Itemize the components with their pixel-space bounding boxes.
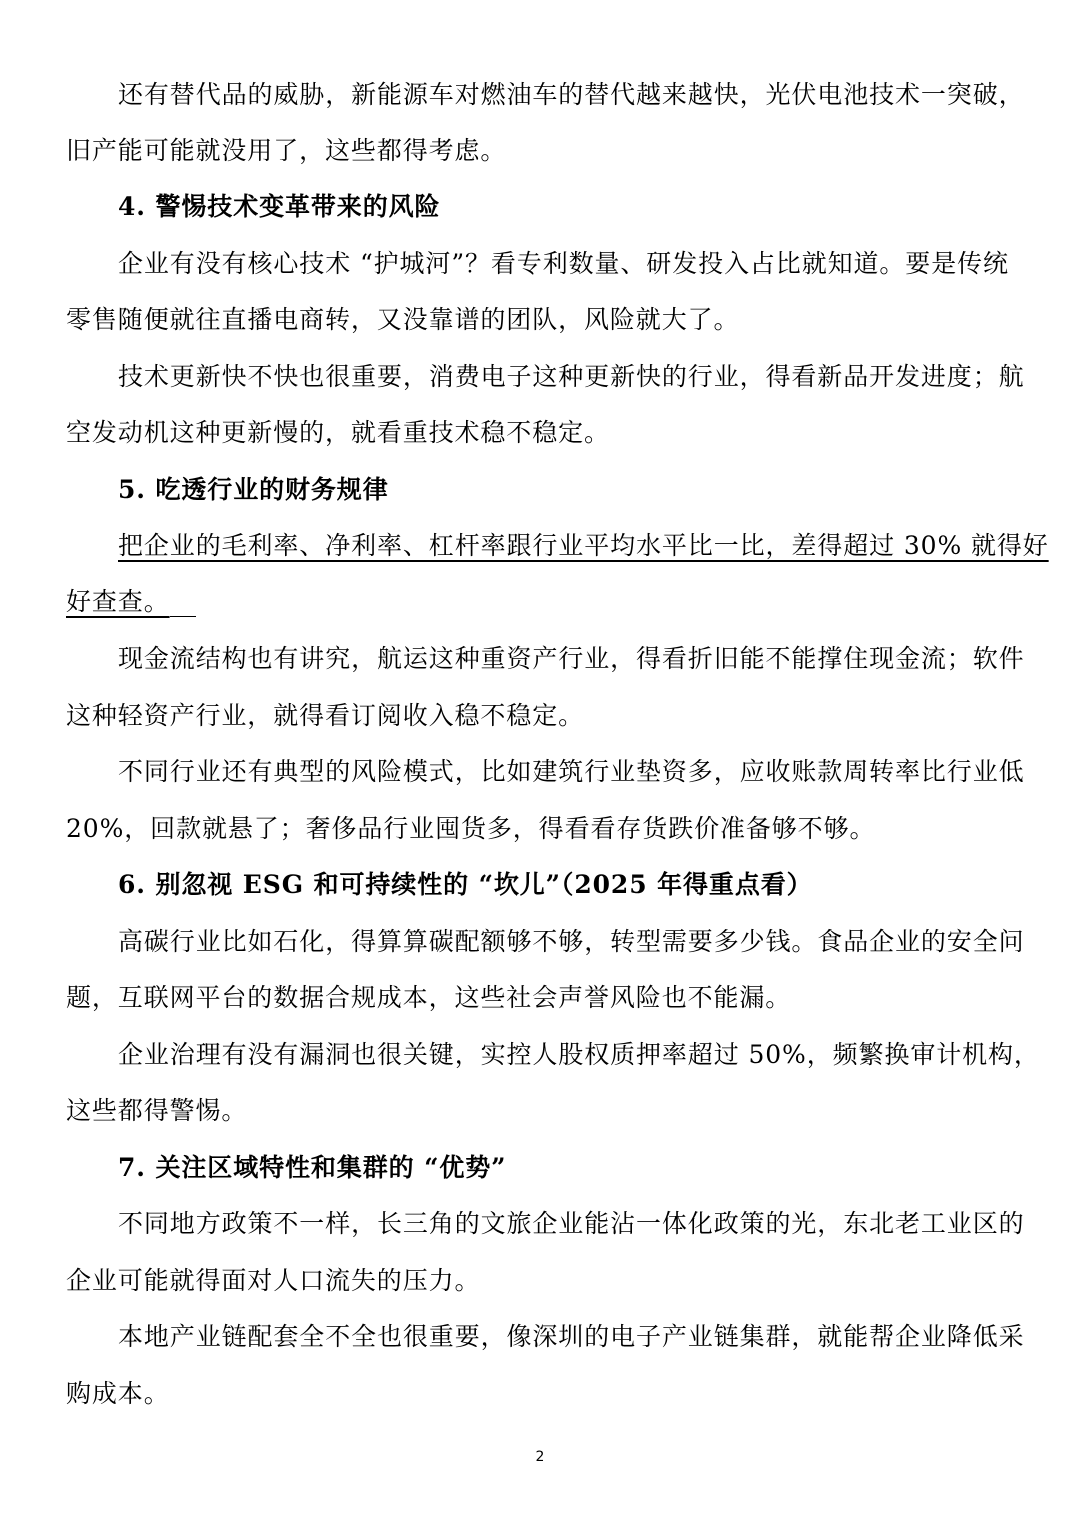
underlined-paragraph-line-2: [66, 586, 196, 618]
paragraph-line: 题，互联网平台的数据合规成本，这些社会声誉风险也不能漏。: [66, 983, 792, 1012]
section-heading-7: 7. 关注区域特性和集群的 “优势”: [118, 1153, 507, 1182]
paragraph-line: 这种轻资产行业，就得看订阅收入稳不稳定。: [66, 701, 585, 730]
paragraph-line: 现金流结构也有讲究，航运这种重资产行业，得看折旧能不能撑住现金流；软件: [118, 644, 1025, 673]
paragraph-line: 不同行业还有典型的风险模式，比如建筑行业垫资多，应收账款周转率比行业低: [118, 757, 1025, 786]
section-heading-6: 6. 别忽视 ESG 和可持续性的 “坎儿”（2025 年得重点看）: [118, 870, 813, 899]
paragraph-line: 不同地方政策不一样，长三角的文旅企业能沾一体化政策的光，东北老工业区的: [118, 1209, 1025, 1238]
paragraph-line: 企业治理有没有漏洞也很关键，实控人股权质押率超过 50%，频繁换审计机构，: [118, 1040, 1040, 1069]
paragraph-line: 本地产业链配套全不全也很重要，像深圳的电子产业链集群，就能帮企业降低采: [118, 1322, 1025, 1351]
underline-tail: [170, 615, 196, 617]
paragraph-line: 旧产能可能就没用了，这些都得考虑。: [66, 136, 507, 165]
underlined-text: 好查查。: [66, 587, 170, 616]
section-heading-5: 5. 吃透行业的财务规律: [118, 475, 389, 504]
paragraph-line: 购成本。: [66, 1379, 170, 1408]
paragraph-line: 企业可能就得面对人口流失的压力。: [66, 1266, 481, 1295]
underlined-paragraph-line: 把企业的毛利率、净利率、杠杆率跟行业平均水平比一比，差得超过 30% 就得好: [118, 531, 1049, 560]
paragraph-line: 这些都得警惕。: [66, 1096, 248, 1125]
paragraph-line: 零售随便就往直播电商转，又没靠谱的团队，风险就大了。: [66, 305, 740, 334]
page-number: 2: [535, 1449, 545, 1465]
section-heading-4: 4. 警惕技术变革带来的风险: [118, 192, 441, 221]
paragraph-line: 企业有没有核心技术 “护城河”？看专利数量、研发投入占比就知道。要是传统: [118, 249, 1009, 278]
paragraph-line: 高碳行业比如石化，得算算碳配额够不够，转型需要多少钱。食品企业的安全问: [118, 927, 1025, 956]
paragraph-line: 20%，回款就悬了；奢侈品行业囤货多，得看看存货跌价准备够不够。: [66, 814, 876, 843]
paragraph-line: 还有替代品的威胁，新能源车对燃油车的替代越来越快，光伏电池技术一突破，: [118, 80, 1025, 109]
paragraph-line: 空发动机这种更新慢的，就看重技术稳不稳定。: [66, 418, 610, 447]
paragraph-line: 技术更新快不快也很重要，消费电子这种更新快的行业，得看新品开发进度；航: [118, 362, 1025, 391]
